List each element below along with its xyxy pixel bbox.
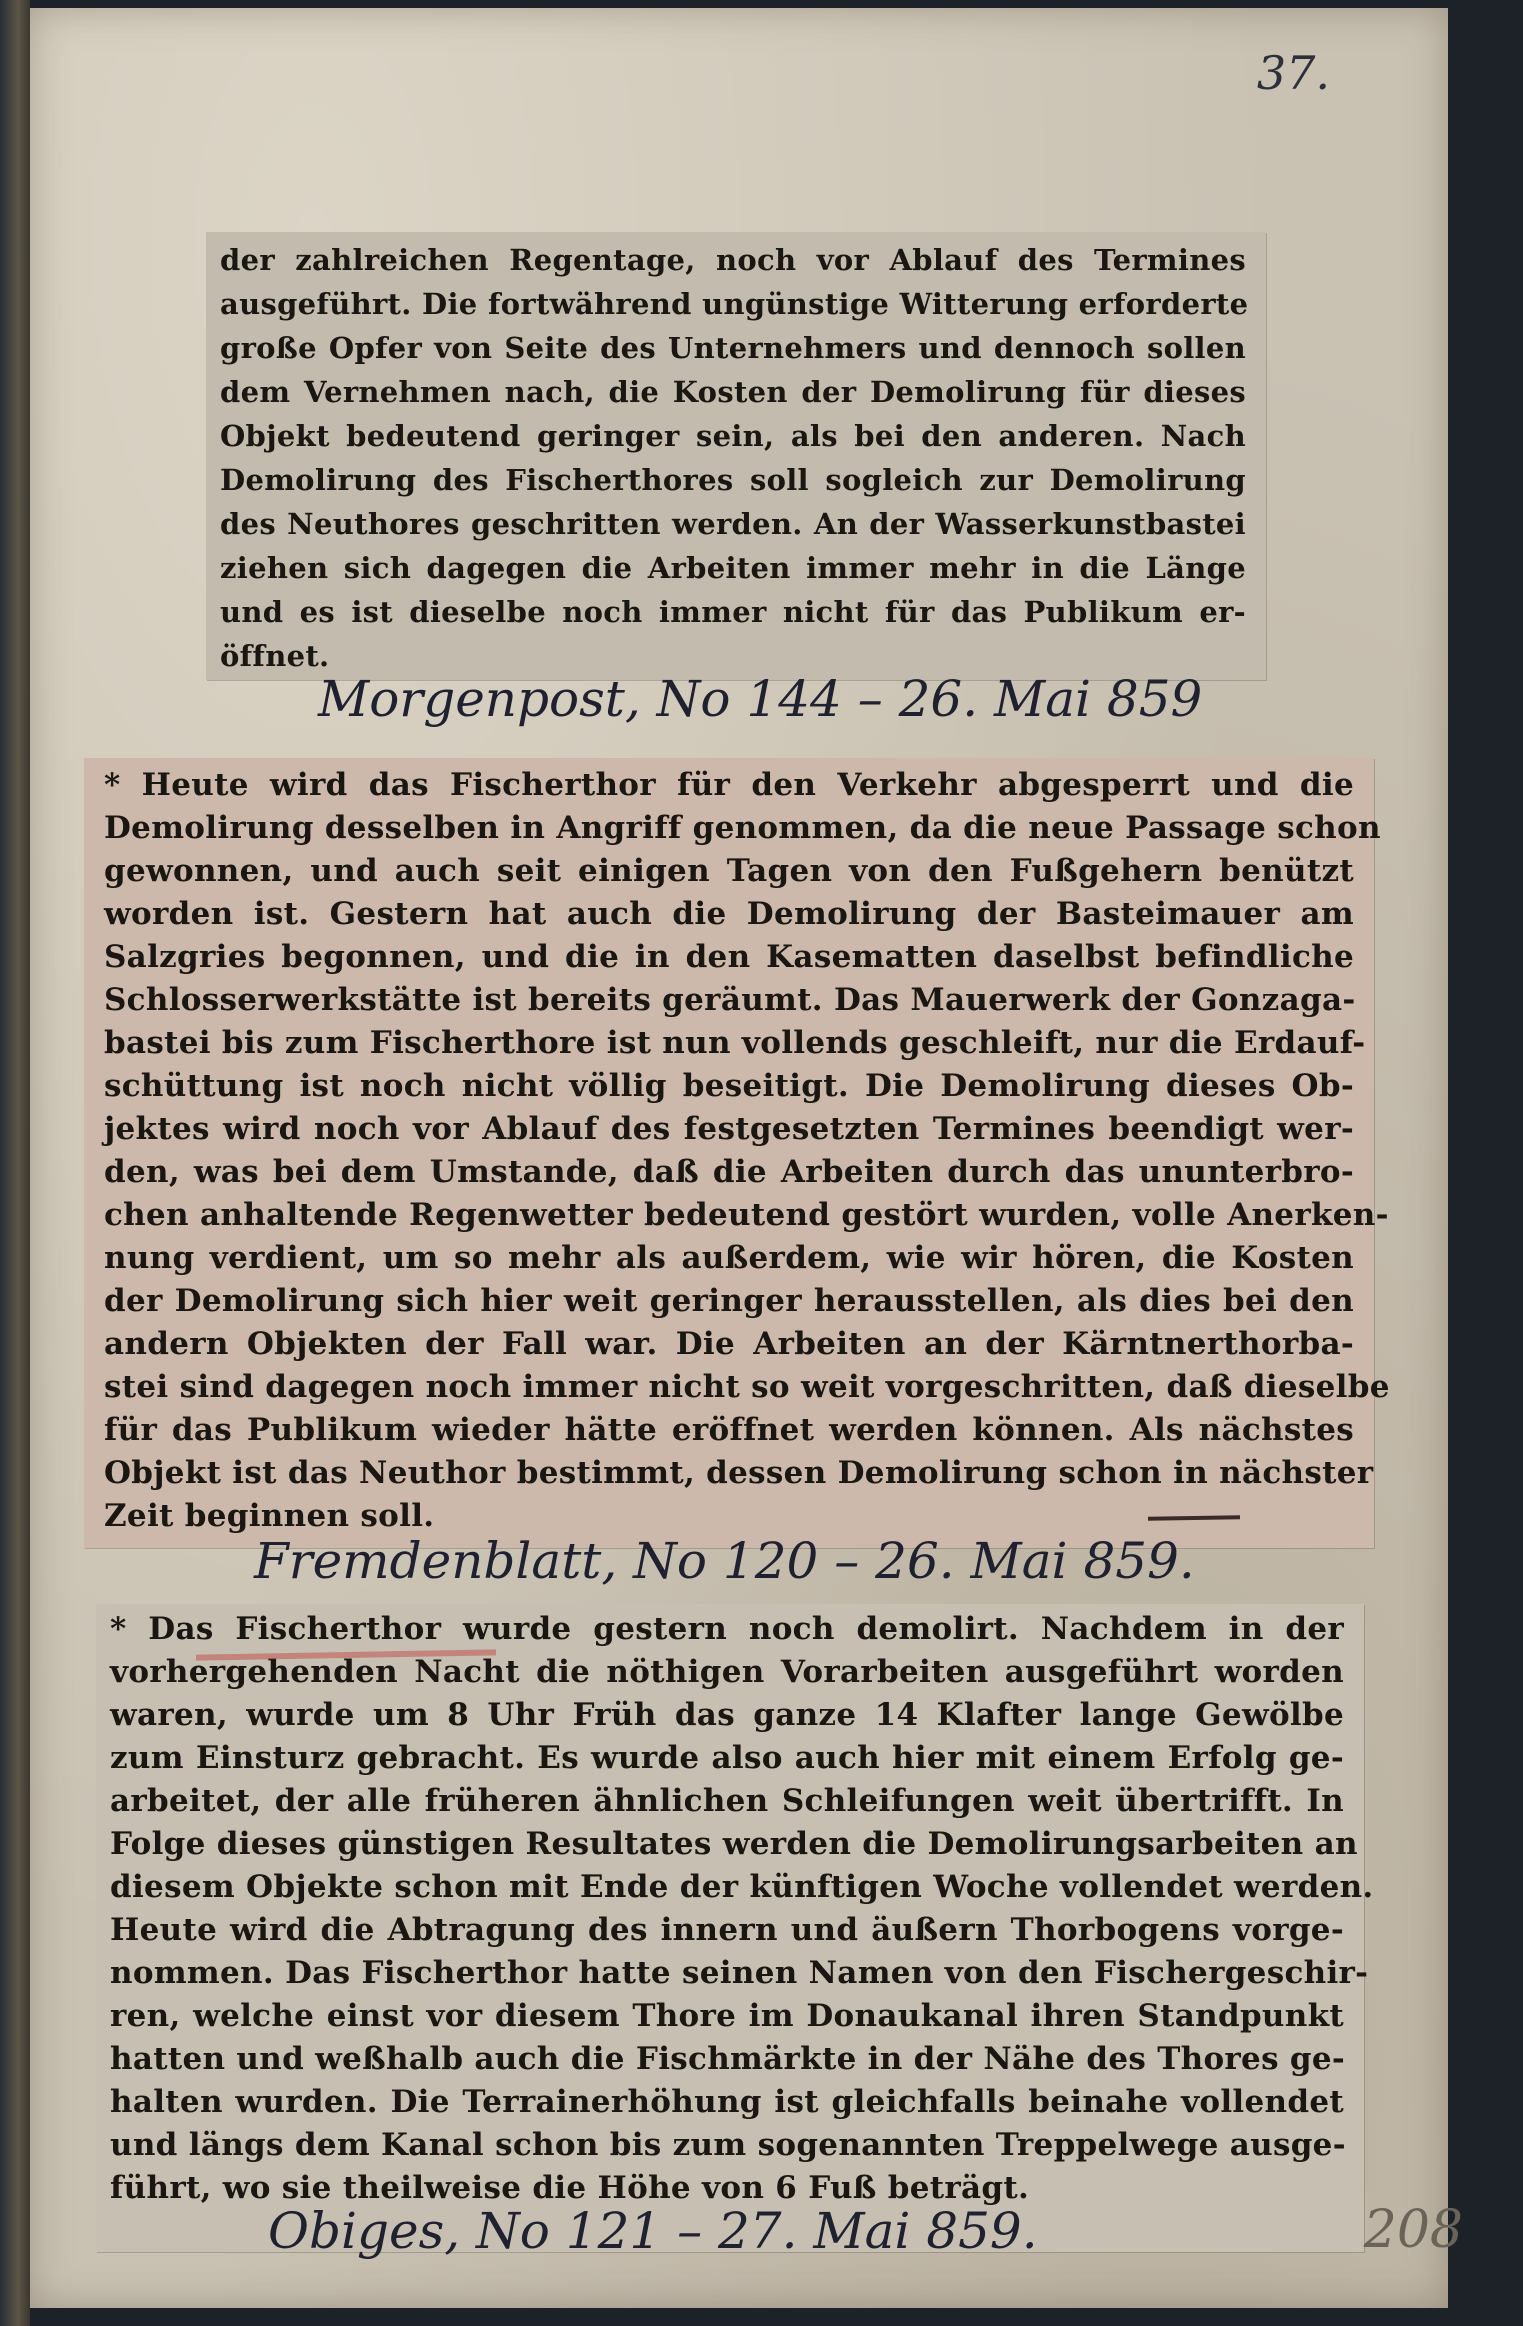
clipping-line: zum Einsturz gebracht. Es wurde also auch hier mit einem Erfolg ge- bbox=[110, 1740, 1344, 1776]
clipping-line: Folge dieses günstigen Resultates werden die Demolirungsarbeiten an bbox=[110, 1826, 1358, 1862]
clipping-line: der Demolirung sich hier weit geringer herausstellen, als dies bei den bbox=[104, 1283, 1354, 1319]
newspaper-clipping-1 bbox=[206, 232, 1266, 680]
handwritten-source-note-2: Fremdenblatt, No 120 – 26. Mai 859. bbox=[254, 1532, 1195, 1590]
clipping-line: * Das Fischerthor wurde gestern noch demolirt. Nachdem in der bbox=[110, 1611, 1344, 1647]
clipping-line: * Heute wird das Fischerthor für den Verkehr abgesperrt und die bbox=[104, 767, 1354, 803]
clipping-line: dem Vernehmen nach, die Kosten der Demolirung für dieses bbox=[220, 375, 1246, 409]
clipping-line: und es ist dieselbe noch immer nicht für das Publikum er- bbox=[220, 595, 1246, 629]
clipping-line: bastei bis zum Fischerthore ist nun vollends geschleift, nur die Erdauf- bbox=[104, 1025, 1366, 1061]
clipping-line: nommen. Das Fischerthor hatte seinen Namen von den Fischergeschir- bbox=[110, 1955, 1369, 1991]
pencil-corner-number: 208 bbox=[1363, 2200, 1463, 2260]
clipping-line: große Opfer von Seite des Unternehmers und dennoch sollen bbox=[220, 331, 1246, 365]
clipping-line: der zahlreichen Regentage, noch vor Ablauf des Termines bbox=[220, 243, 1246, 277]
handwritten-source-note-3: Obiges, No 121 – 27. Mai 859. bbox=[268, 2202, 1038, 2260]
clipping-line: Objekt bedeutend geringer sein, als bei den anderen. Nach bbox=[220, 419, 1246, 453]
clipping-line: schüttung ist noch nicht völlig beseitigt. Die Demolirung dieses Ob- bbox=[104, 1068, 1354, 1104]
clipping-line: vorhergehenden Nacht die nöthigen Vorarbeiten ausgeführt worden bbox=[110, 1654, 1344, 1690]
clipping-line: Salzgries begonnen, und die in den Kasematten daselbst befindliche bbox=[104, 939, 1354, 975]
clipping-line: des Neuthores geschritten werden. An der Wasserkunstbastei bbox=[220, 507, 1246, 541]
clipping-line: ren, welche einst vor diesem Thore im Donaukanal ihren Standpunkt bbox=[110, 1998, 1344, 2034]
clipping-line: chen anhaltende Regenwetter bedeutend gestört wurden, volle Anerken- bbox=[104, 1197, 1389, 1233]
clipping-line: Heute wird die Abtragung des innern und äußern Thorbogens vorge- bbox=[110, 1912, 1344, 1948]
clipping-line: Demolirung desselben in Angriff genommen, da die neue Passage schon bbox=[104, 810, 1381, 846]
clipping-line: und längs dem Kanal schon bis zum sogenannten Treppelwege ausge- bbox=[110, 2127, 1346, 2163]
clipping-line: Objekt ist das Neuthor bestimmt, dessen Demolirung schon in nächster bbox=[104, 1455, 1374, 1491]
clipping-line: halten wurden. Die Terrainerhöhung ist gleichfalls beinahe vollendet bbox=[110, 2084, 1344, 2120]
handwritten-source-note-1: Morgenpost, No 144 – 26. Mai 859 bbox=[318, 670, 1203, 728]
clipping-line: jektes wird noch vor Ablauf des festgesetzten Termines beendigt wer- bbox=[104, 1111, 1354, 1147]
clipping-line: ziehen sich dagegen die Arbeiten immer mehr in die Länge bbox=[220, 551, 1246, 585]
clipping-line: Zeit beginnen soll. bbox=[104, 1498, 435, 1534]
newspaper-clipping-2 bbox=[84, 758, 1390, 1548]
clipping-line: waren, wurde um 8 Uhr Früh das ganze 14 Klafter lange Gewölbe bbox=[110, 1697, 1344, 1733]
clipping-line: nung verdient, um so mehr als außerdem, wie wir hören, die Kosten bbox=[104, 1240, 1354, 1276]
clipping-line: diesem Objekte schon mit Ende der künftigen Woche vollendet werden. bbox=[110, 1869, 1374, 1905]
clipping-line: worden ist. Gestern hat auch die Demolirung der Basteimauer am bbox=[104, 896, 1354, 932]
clipping-line: stei sind dagegen noch immer nicht so weit vorgeschritten, daß dieselbe bbox=[104, 1369, 1390, 1405]
clipping-line: öffnet. bbox=[220, 639, 330, 673]
clipping-line: hatten und weßhalb auch die Fischmärkte in der Nähe des Thores ge- bbox=[110, 2041, 1346, 2077]
clipping-line: gewonnen, und auch seit einigen Tagen von den Fußgehern benützt bbox=[104, 853, 1354, 889]
clipping-line: Demolirung des Fischerthores soll sogleich zur Demolirung bbox=[220, 463, 1246, 497]
newspaper-clipping-3 bbox=[96, 1604, 1374, 2252]
clipping-line: Schlosserwerkstätte ist bereits geräumt. Das Mauerwerk der Gonzaga- bbox=[104, 982, 1356, 1018]
clipping-line: arbeitet, der alle früheren ähnlichen Schleifungen weit übertrifft. In bbox=[110, 1783, 1344, 1819]
clipping-line: andern Objekten der Fall war. Die Arbeiten an der Kärntnerthorba- bbox=[104, 1326, 1354, 1362]
page-number: 37. bbox=[1256, 46, 1330, 100]
clipping-line: ausgeführt. Die fortwährend ungünstige Witterung erforderte bbox=[220, 287, 1249, 321]
clipping-line: für das Publikum wieder hätte eröffnet werden können. Als nächstes bbox=[104, 1412, 1354, 1448]
clipping-line: führt, wo sie theilweise die Höhe von 6 Fuß beträgt. bbox=[110, 2170, 1030, 2206]
book-binding bbox=[0, 0, 30, 2326]
clipping-line: den, was bei dem Umstande, daß die Arbeiten durch das ununterbro- bbox=[104, 1154, 1354, 1190]
